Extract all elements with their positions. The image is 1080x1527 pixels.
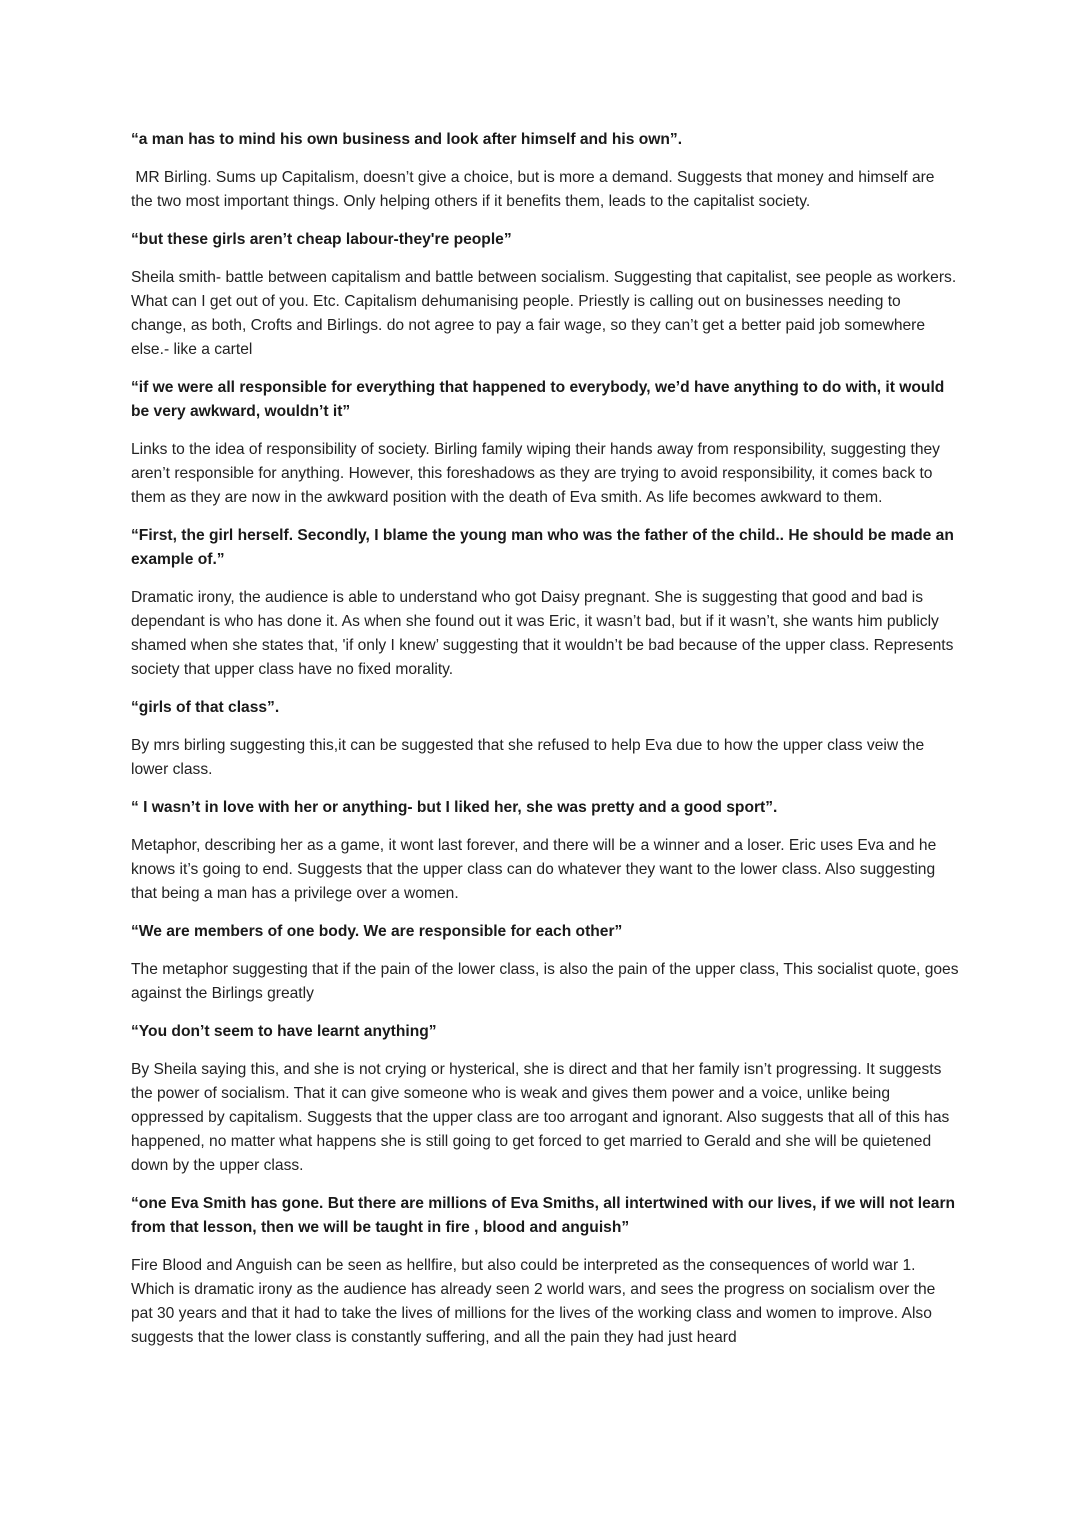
analysis-9: Fire Blood and Anguish can be seen as hellfire, but also could be interpreted as the consequences of world war 1. Which is dramatic irony as the audience has already seen 2 world wars, and sees the progress on socialism over the pat 30 years and that it had to take the lives of millions for the lives of the working class and women to improve. Also suggests that the lower class is constantly suffering, and all the pain they had just heard <box>131 1257 936 1346</box>
analysis-1: MR Birling. Sums up Capitalism, doesn’t give a choice, but is more a demand. Suggests that money and himself are the two most important things. Only helping others if it benefits them, leads to the capitalist society. <box>131 169 939 210</box>
quote-1: “a man has to mind his own business and look after himself and his own”. <box>131 131 683 148</box>
analysis-6: Metaphor, describing her as a game, it wont last forever, and there will be a winner and a loser. Eric uses Eva and he knows it’s going to end. Suggests that the upper class can do whatever they want to the lower class. Also suggesting that being a man has a privilege over a women. <box>131 837 937 902</box>
quote-2: “but these girls aren’t cheap labour-they're people” <box>131 231 512 248</box>
quote-9: “one Eva Smith has gone. But there are millions of Eva Smiths, all intertwined with our lives, if we will not learn from that lesson, then we will be taught in fire , blood and anguish” <box>131 1195 956 1236</box>
quote-7: “We are members of one body. We are responsible for each other” <box>131 923 623 940</box>
analysis-7: The metaphor suggesting that if the pain of the lower class, is also the pain of the upper class, This socialist quote, goes against the Birlings greatly <box>131 961 959 1002</box>
quote-5: “girls of that class”. <box>131 699 280 716</box>
analysis-5: By mrs birling suggesting this,it can be suggested that she refused to help Eva due to how the upper class veiw the lower class. <box>131 737 925 778</box>
analysis-4: Dramatic irony, the audience is able to understand who got Daisy pregnant. She is suggesting that good and bad is dependant is who has done it. As when she found out it was Eric, it wasn’t bad, but if it wasn’t, she wants him publicly shamed when she states that, 'if only I knew’ suggesting that it wouldn’t be bad because of the upper class. Represents society that upper class have no fixed morality. <box>131 589 954 678</box>
quote-4: “First, the girl herself. Secondly, I blame the young man who was the father of the child.. He should be made an example of.” <box>131 527 954 568</box>
quote-6: “ I wasn’t in love with her or anything- but I liked her, she was pretty and a good sport”. <box>131 799 778 816</box>
analysis-3: Links to the idea of responsibility of society. Birling family wiping their hands away from responsibility, suggesting they aren’t responsible for anything. However, this foreshadows as they are trying to avoid responsibility, it comes back to them as they are now in the awkward position with the death of Eva smith. As life becomes awkward to them. <box>131 441 940 506</box>
quote-8: “You don’t seem to have learnt anything” <box>131 1023 437 1040</box>
analysis-2: Sheila smith- battle between capitalism and battle between socialism. Suggesting that capitalist, see people as workers. What can I get out of you. Etc. Capitalism dehumanising people. Priestly is calling out on businesses needing to change, as both, Crofts and Birlings. do not agree to pay a fair wage, so they can’t get a better paid job somewhere else.- like a cartel <box>131 269 957 358</box>
quote-3: “if we were all responsible for everything that happened to everybody, we’d have anything to do with, it would be very awkward, wouldn’t it” <box>131 379 945 420</box>
analysis-8: By Sheila saying this, and she is not crying or hysterical, she is direct and that her family isn’t progressing. It suggests the power of socialism. That it can give someone who is weak and gives them power and a voice, unlike being oppressed by capitalism. Suggests that the upper class are too arrogant and ignorant. Also suggests that all of this has happened, no matter what happens she is still going to get forced to get married to Gerald and she will be quietened down by the upper class. <box>131 1061 950 1174</box>
